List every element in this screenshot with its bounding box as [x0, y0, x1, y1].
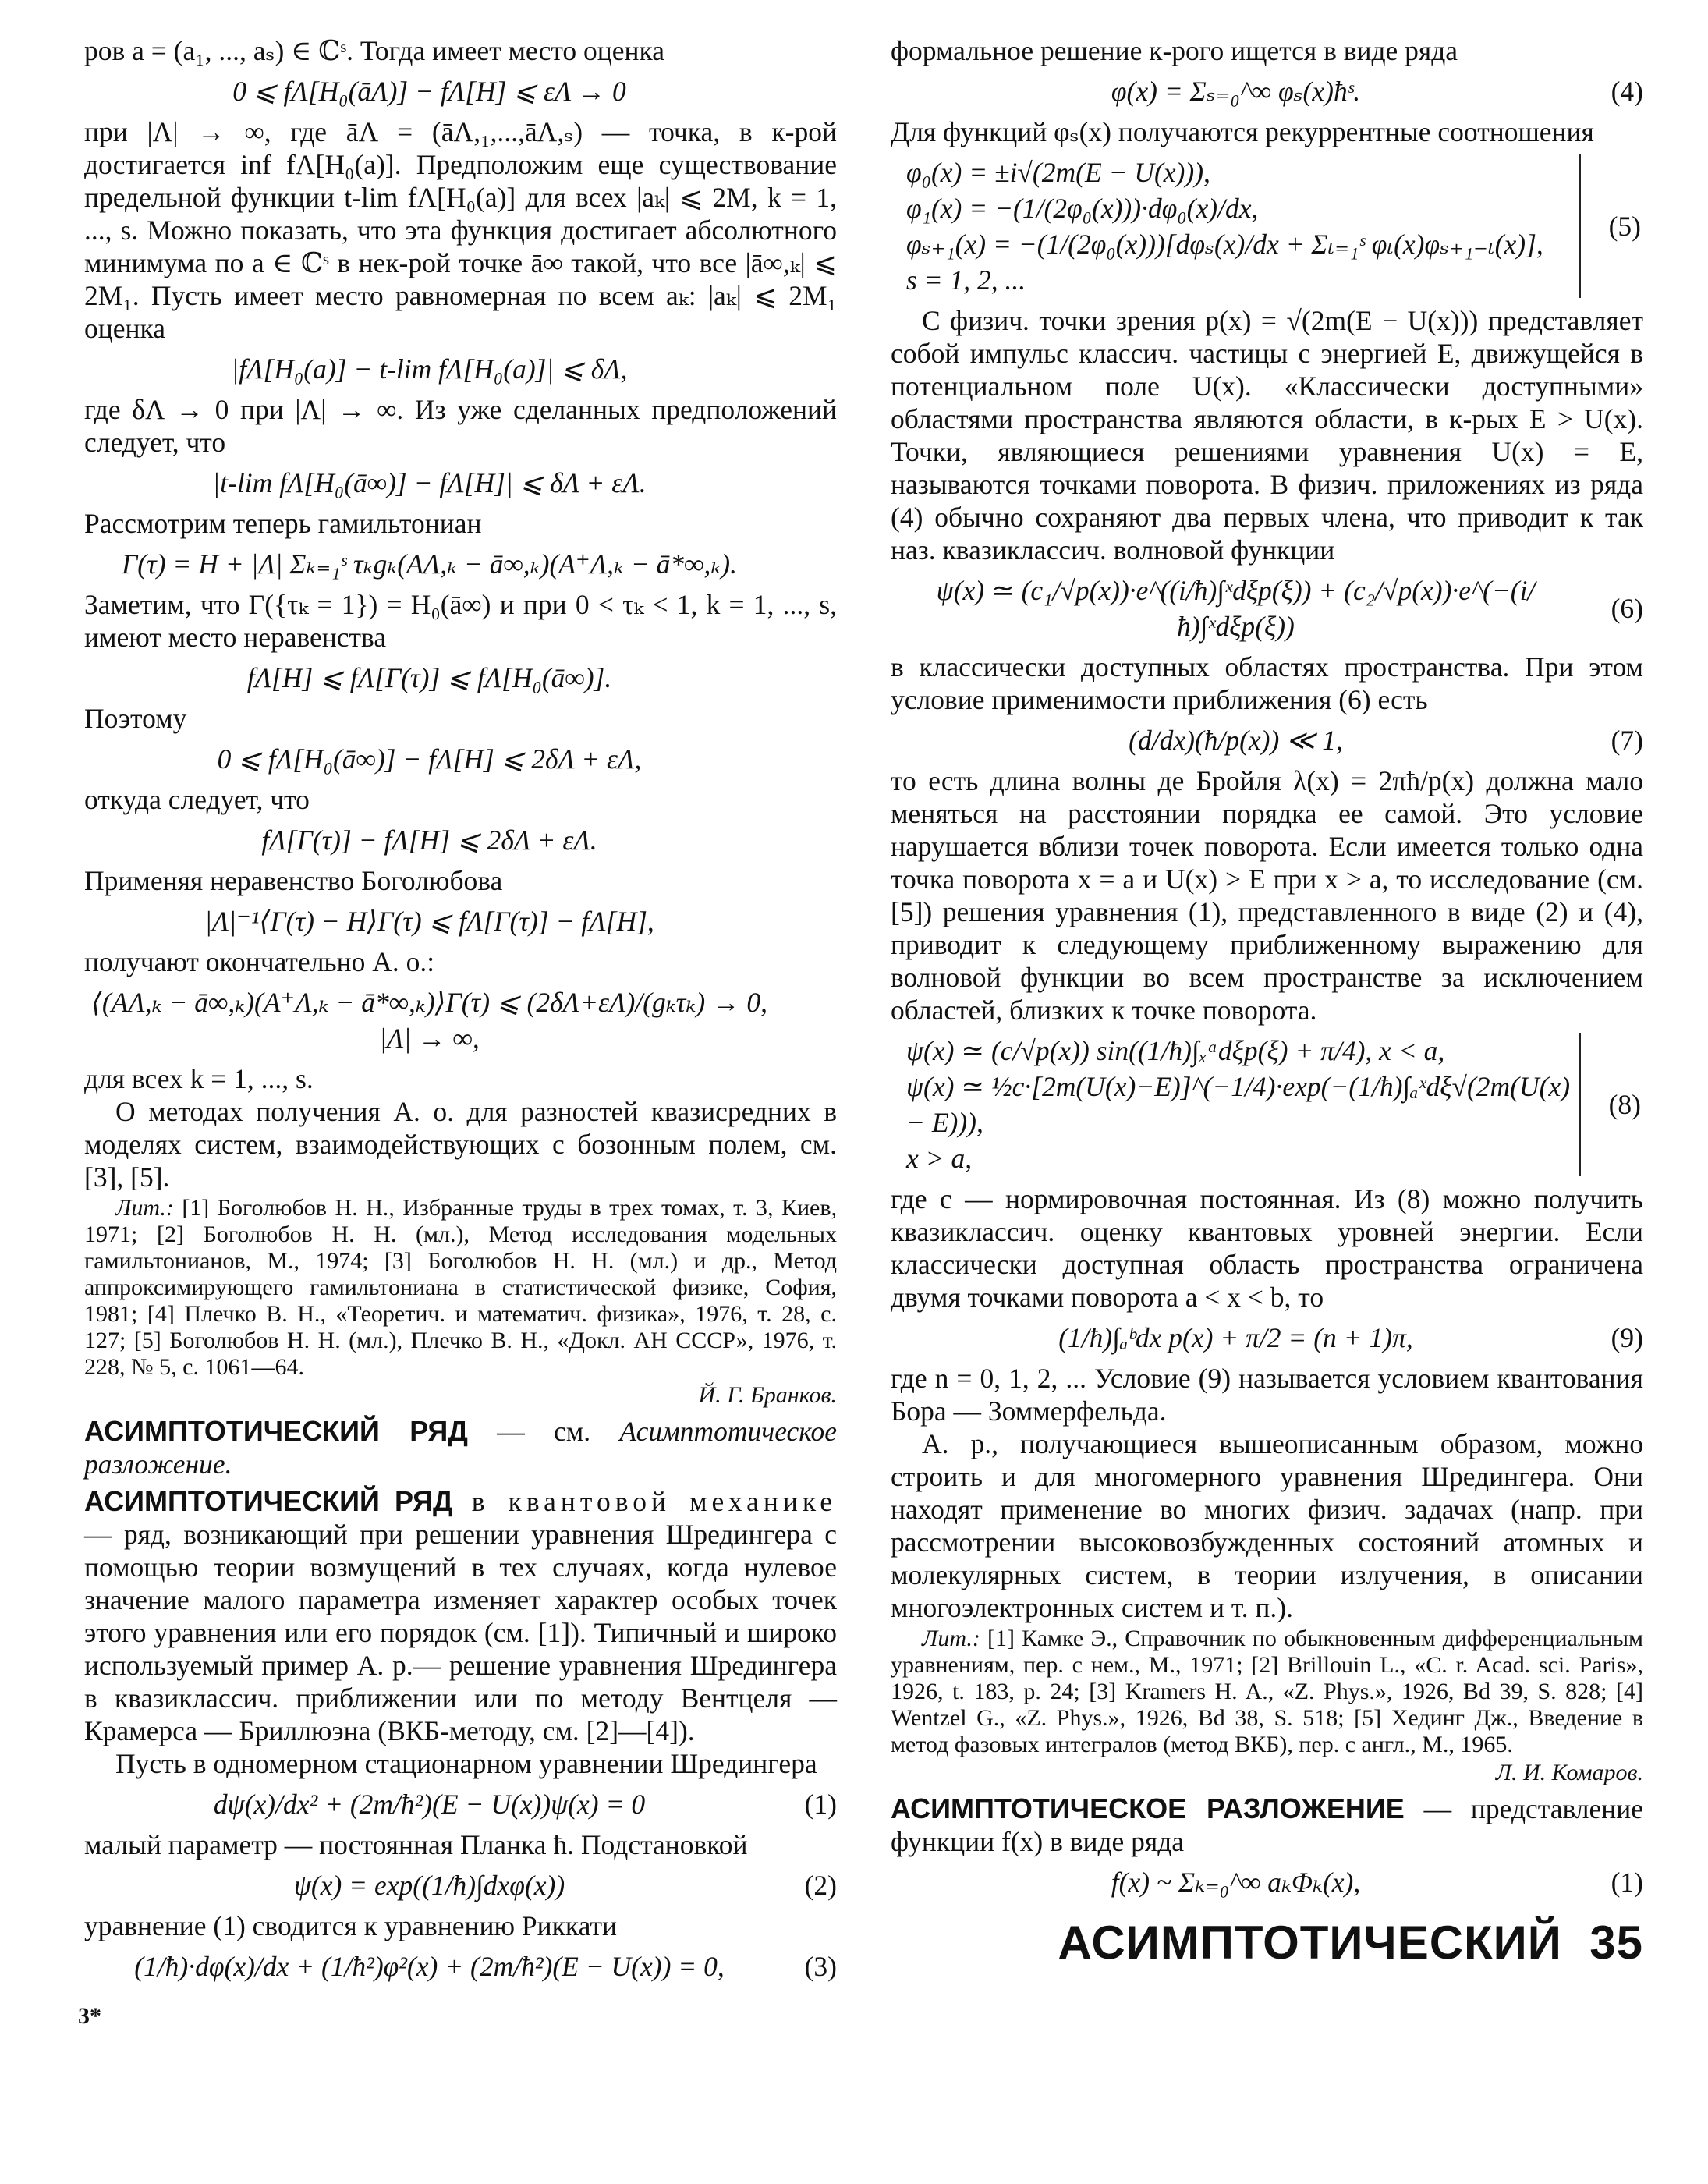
references-text: [1] Боголюбов Н. Н., Избранные труды в трех томах, т. 3, Киев, 1971; [2] Боголюбов Н. Н. (мл.), Метод исследования модельных гамильтонианов, М., 1974; [3] Боголюбов Н. Н. (мл.) и др., Метод аппроксимирующего гамильтониана в статистической физике, София, 1981; [4] Плечко В. Н., «Теоретич. и математич. физика», 1976, т. 28, с. 127; [5] Боголюбов Н. Н. (мл.), Плечко В. Н., «Докл. АН СССР», 1976, т. 228, № 5, с. 1061—64.: [84, 1195, 837, 1380]
paragraph: Применяя неравенство Боголюбова: [84, 865, 503, 896]
equation-number: (5): [1608, 211, 1641, 242]
equation-number: (8): [1608, 1089, 1641, 1120]
references-label: Лит.:: [115, 1195, 174, 1221]
paragraph: формальное решение к-рого ищется в виде ряда: [891, 35, 1458, 66]
equation-number: (1): [804, 1789, 837, 1820]
entry-heading: [84, 1485, 837, 1747]
entry-term: АСИМПТОТИЧЕСКИЙ РЯД: [84, 1415, 468, 1447]
paragraph: в классически доступных областях пространства. При этом условие применимости приближения (6) есть: [891, 651, 1643, 715]
formula: [84, 73, 837, 109]
formula-line: (1/ħ)∫ₐᵇdx p(x) + π/2 = (n + 1)π,: [1058, 1322, 1413, 1353]
formula: [84, 903, 837, 939]
formula-line: (1/ħ)·dφ(x)/dx + (1/ħ²)φ²(x) + (2m/ħ²)(E − U(x)) = 0,: [134, 1951, 725, 1982]
entry-text: — ряд, возникающий при решении уравнения Шредингера с помощью теории возмущений в тех случаях, когда нулевое значение малого параметра изменяет характер особых точек этого уравнения или его порядок (см. [1]). Типичный и широко используемый пример А. р.— решение уравнения Шредингера в квазиклассич. приближении или по методу Вентцеля — Крамерса — Бриллюэна (ВКБ-методу, см. [2]—[4]).: [84, 1519, 837, 1746]
paragraph: где δΛ → 0 при |Λ| → ∞. Из уже сделанных предположений следует, что: [84, 394, 837, 458]
formula-line: φ₀(x) = ±i√(2m(E − U(x))),: [906, 157, 1210, 188]
formula: [84, 1867, 837, 1903]
paragraph: откуда следует, что: [84, 784, 310, 815]
formula: [84, 1786, 837, 1822]
formula: [891, 154, 1641, 298]
formula-line: |t-lim fΛ[H₀(ā∞)] − fΛ[H]| ⩽ δΛ + εΛ.: [212, 467, 647, 498]
formula: [891, 1320, 1643, 1356]
references-label: Лит.:: [922, 1626, 980, 1651]
formula: [84, 351, 837, 387]
paragraph: Поэтому: [84, 703, 187, 734]
paragraph: С физич. точки зрения p(x) = √(2m(E − U(x))) представляет собой импульс классич. частицы с энергией E, движущейся в потенциальном поле U(x). «Классически доступными» областями пространства являются области, в к-рых E > U(x). Точки, являющиеся решениями уравнения U(x) = E, называются точками поворота. В физич. приложениях из ряда (4) обычно сохраняют два первых члена, что приводит к так наз. квазиклассич. волновой функции: [891, 305, 1643, 566]
formula-line: φₛ₊₁(x) = −(1/(2φ₀(x)))[dφₛ(x)/dx + Σₜ₌₁ˢ φₜ(x)φₛ₊₁₋ₜ(x)],: [906, 229, 1543, 260]
formula: [84, 660, 837, 696]
paragraph: где c — нормировочная постоянная. Из (8) можно получить квазиклассич. оценку квантовых уровней энергии. Если классически доступная область пространства ограничена двумя точками поворота a < x < b, то: [891, 1183, 1643, 1313]
paragraph: при |Λ| → ∞, где āΛ = (āΛ,₁,...,āΛ,ₛ) — точка, в к-рой достигается inf fΛ[H₀(a)]. Предположим еще существование предельной функции t-lim fΛ[H₀(a)] для всех |aₖ| ⩽ 2M, k = 1, ..., s. Можно показать, что эта функция достигает абсолютного минимума по a ∈ ℂˢ в нек-рой точке ā∞ такой, что все |ā∞,ₖ| ⩽ 2M₁. Пусть имеет место равномерная по всем aₖ: |aₖ| ⩽ 2M₁ оценка: [84, 116, 837, 344]
references: [84, 1195, 837, 1381]
entry-heading: [891, 1792, 1643, 1858]
formula-line: ψ(x) = exp((1/ħ)∫dxφ(x)): [293, 1870, 565, 1901]
paragraph: Рассмотрим теперь гамильтониан: [84, 508, 482, 539]
entry-heading: [84, 1415, 837, 1480]
right-column: [891, 34, 1643, 1970]
references: [891, 1626, 1643, 1758]
cross-reference: Асимптотическое разложение.: [84, 1416, 837, 1480]
formula: [891, 722, 1643, 758]
formula-line: s = 1, 2, ...: [906, 264, 1026, 296]
equation-number: (7): [1611, 725, 1643, 756]
right-column-body: [891, 34, 1643, 1900]
entry-text: — см.: [467, 1416, 620, 1447]
running-head: АСИМПТОТИЧЕСКИЙ 35: [1058, 1916, 1643, 1969]
references-text: [1] Камке Э., Справочник по обыкновенным дифференциальным уравнениям, пер. с нем., М., 1971; [2] Brillouin L., «C. r. Acad. sci. Paris», 1926, t. 183, p. 24; [3] Kramers H. A., «Z. Phys.», 1926, Bd 39, S. 828; [4] Wentzel G., «Z. Phys.», 1926, Bd 38, S. 518; [5] Хединг Дж., Введение в метод фазовых интегралов (метод ВКБ), пер. с англ., М., 1965.: [891, 1626, 1643, 1757]
formula: [84, 465, 837, 501]
formula-line: ⟨(AΛ,ₖ − ā∞,ₖ)(A⁺Λ,ₖ − ā*∞,ₖ)⟩Γ(τ) ⩽ (2δΛ+εΛ)/(gₖτₖ) → 0, |Λ| → ∞,: [90, 987, 768, 1054]
formula-line: ψ(x) ≃ (c/√p(x)) sin((1/ħ)∫ₓᵃdξp(ξ) + π/4), x < a,: [906, 1035, 1445, 1066]
formula: [84, 984, 837, 1056]
formula: [84, 822, 837, 858]
paragraph: Пусть в одномерном стационарном уравнении Шредингера: [115, 1748, 817, 1779]
entry-text: — представление функции f(x) в виде ряда: [891, 1793, 1643, 1857]
formula: [891, 73, 1643, 109]
paragraph: уравнение (1) сводится к уравнению Риккати: [84, 1910, 617, 1941]
paragraph: О методах получения А. о. для разностей квазисредних в моделях систем, взаимодействующих с бозонным полем, см. [3], [5].: [84, 1096, 837, 1193]
equation-number: (6): [1611, 593, 1643, 624]
formula: [891, 1864, 1643, 1900]
equation-number: (4): [1611, 76, 1643, 107]
entry-term: АСИМПТОТИЧЕСКИЙ РЯД: [84, 1485, 453, 1517]
paragraph: малый параметр — постоянная Планка ħ. Подстановкой: [84, 1829, 748, 1860]
paragraph: Заметим, что Γ({τₖ = 1}) = H₀(ā∞) и при 0 < τₖ < 1, k = 1, ..., s, имеют место неравенства: [84, 589, 837, 653]
formula-line: dψ(x)/dx² + (2m/ħ²)(E − U(x))ψ(x) = 0: [213, 1789, 646, 1820]
left-column: [78, 34, 837, 2030]
formula-line: f(x) ~ Σₖ₌₀^∞ aₖΦₖ(x),: [1111, 1867, 1361, 1898]
paragraph: ров a = (a₁, ..., aₛ) ∈ ℂˢ. Тогда имеет место оценка: [84, 35, 664, 66]
signature-mark: 3*: [78, 2003, 101, 2029]
paragraph: то есть длина волны де Бройля λ(x) = 2πħ/p(x) должна мало меняться на расстоянии порядка ее самой. Это условие нарушается вблизи точек поворота. Если имеется только одна точка поворота x = a и U(x) > E при x > a, то исследование (см. [5]) решения уравнения (1), представленного в виде (2) и (4), приводит к следующему приближенному выражению для волновой функции во всем пространстве за исключением областей, близких к точке поворота.: [891, 765, 1643, 1026]
formula-line: 0 ⩽ fΛ[H₀(āΛ)] − fΛ[H] ⩽ εΛ → 0: [232, 76, 626, 107]
formula-line: (d/dx)(ħ/p(x)) ≪ 1,: [1129, 725, 1343, 756]
paragraph: для всех k = 1, ..., s.: [84, 1063, 314, 1094]
entry-term: АСИМПТОТИЧЕСКОЕ РАЗЛОЖЕНИЕ: [891, 1792, 1405, 1824]
formula-line: ψ(x) ≃ (c₁/√p(x))·e^((i/ħ)∫ˣdξp(ξ)) + (c₂/√p(x))·e^(−(i/ħ)∫ˣdξp(ξ)): [936, 575, 1536, 642]
formula-line: |Λ|⁻¹⟨Γ(τ) − H⟩Γ(τ) ⩽ fΛ[Γ(τ)] − fΛ[H],: [204, 906, 654, 937]
formula-line: φ(x) = Σₛ₌₀^∞ φₛ(x)ħˢ.: [1111, 76, 1361, 107]
paragraph: где n = 0, 1, 2, ... Условие (9) называется условием квантования Бора — Зоммерфельда.: [891, 1363, 1643, 1427]
paragraph: А. р., получающиеся вышеописанным образом, можно строить и для многомерного уравнения Шредингера. Они находят применение во многих физич. задачах (напр. при рассмотрении высоковозбужденных состояний атомных и молекулярных систем, в теории излучения, в описании многоэлектронных систем и т. п.).: [891, 1428, 1643, 1623]
formula-line: φ₁(x) = −(1/(2φ₀(x)))·dφ₀(x)/dx,: [906, 193, 1259, 224]
formula: [891, 573, 1643, 644]
formula-line: x > a,: [906, 1143, 973, 1174]
formula-line: ψ(x) ≃ ½c·[2m(U(x)−E)]^(−1/4)·exp(−(1/ħ)∫ₐˣdξ√(2m(U(x) − E))),: [906, 1071, 1571, 1138]
entry-spaced-text: в квантовой механике: [452, 1486, 837, 1517]
equation-number: (9): [1611, 1322, 1643, 1353]
formula: [891, 1033, 1641, 1176]
formula-line: fΛ[H] ⩽ fΛ[Γ(τ)] ⩽ fΛ[H₀(ā∞)].: [246, 662, 612, 693]
formula: [84, 546, 837, 582]
formula: [84, 741, 837, 777]
author-signature: Й. Г. Бранков.: [698, 1382, 837, 1408]
equation-number: (2): [804, 1870, 837, 1901]
formula-line: |fΛ[H₀(a)] − t-lim fΛ[H₀(a)]| ⩽ δΛ,: [231, 353, 628, 385]
paragraph: получают окончательно А. о.:: [84, 946, 435, 977]
paragraph: Для функций φₛ(x) получаются рекуррентные соотношения: [891, 116, 1594, 147]
equation-number: (3): [804, 1951, 837, 1982]
formula-line: 0 ⩽ fΛ[H₀(ā∞)] − fΛ[H] ⩽ 2δΛ + εΛ,: [217, 743, 642, 775]
author-signature: Л. И. Комаров.: [1495, 1760, 1643, 1785]
formula-line: fΛ[Γ(τ)] − fΛ[H] ⩽ 2δΛ + εΛ.: [261, 824, 597, 856]
formula-line: Γ(τ) = H + |Λ| Σₖ₌₁ˢ τₖgₖ(AΛ,ₖ − ā∞,ₖ)(A⁺Λ,ₖ − ā*∞,ₖ).: [122, 548, 737, 580]
formula: [84, 1948, 837, 1984]
equation-number: (1): [1611, 1867, 1643, 1898]
left-column-body: [84, 34, 837, 1984]
